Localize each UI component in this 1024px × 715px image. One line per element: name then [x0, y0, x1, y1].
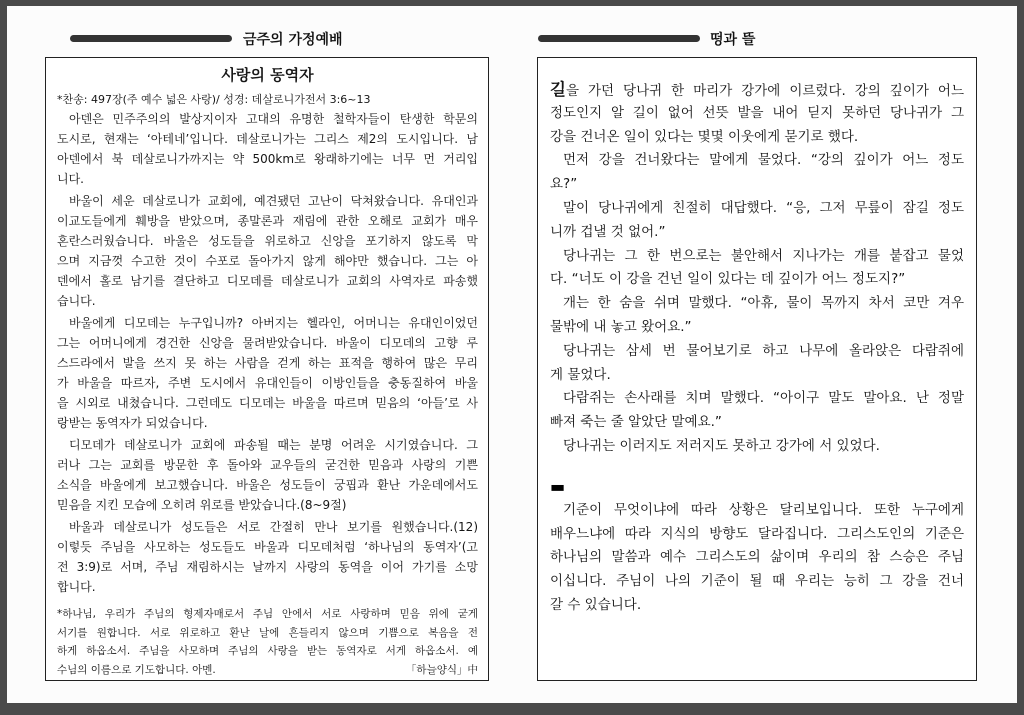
prayer-source: 「하늘양식」中: [405, 663, 478, 676]
reflection-line: 이십니다. 주님이 나의 기준이 될 때 우리는 능히 그 강을 건너: [550, 573, 964, 590]
reflection-line: 갈 수 있습니다.: [550, 596, 642, 613]
story-paragraph-7: [550, 387, 964, 435]
story-line: 물밖에 내 놓고 왔어요.”: [550, 318, 692, 335]
right-header-bar: [538, 35, 700, 42]
worship-paragraph-2: [57, 191, 478, 312]
family-worship-box: [45, 57, 489, 681]
story-line: 다. “너도 이 강을 건넌 일이 있다는 데 깊이가 어느 정도지?”: [550, 271, 906, 288]
paragraph-line: 덴에서 홀로 남기를 결단하고 디모데를 데살로니가 교회의 사역자로 파송했: [57, 274, 478, 289]
story-paragraph-1: [550, 78, 964, 149]
story-paragraph-3: [550, 197, 964, 245]
story-line-text: 을 가던 당나귀 한 마리가 강가에 이르렀다. 강의 깊이가 어느: [565, 83, 964, 99]
left-column-header: 금주의 가정예배: [243, 32, 343, 48]
paragraph-line: 습니다.: [57, 294, 96, 309]
paragraph-line: 을 시외로 내쳤습니다. 그런데도 디모데는 바울을 따르며 믿음의 ‘아들’로 사: [57, 396, 478, 411]
paragraph-line: 아덴에서 북 데살로니가까지는 약 500km로 왕래하기에는 너무 먼 거리입: [57, 152, 478, 167]
story-line: [550, 78, 964, 102]
story-line: 당나귀는 이러지도 저러지도 못하고 강가에 서 있었다.: [563, 437, 880, 454]
worship-title: 사랑의 동역자: [221, 66, 314, 84]
story-line: 먼저 강을 건너왔다는 말에게 물었다. “강의 깊이가 어느 정도: [563, 152, 964, 169]
hymn-scripture-line: *찬송: 497장(주 예수 넓은 사랑)/ 성경: 데살로니가전서 3:6~13: [57, 93, 371, 106]
story-line: 정도인지 알 길이 없어 선뜻 발을 내어 딛지 못하던 당나귀가 그: [550, 104, 964, 121]
story-paragraph-6: [550, 340, 964, 388]
reflection-paragraph: [550, 499, 964, 618]
story-paragraph-5: [550, 292, 964, 340]
paragraph-line: 바울과 데살로니가 성도들은 서로 간절히 만나 보기를 원했습니다.(12): [69, 519, 478, 534]
left-header-bar: [70, 35, 232, 42]
paragraph-line: 아덴은 민주주의의 발상지이자 고대의 유명한 철학자들이 탄생한 학문의: [69, 112, 478, 126]
reflection-line: 기준이 무엇이냐에 따라 상황은 달리보입니다. 또한 누구에게: [563, 501, 964, 518]
paragraph-line: 으며 지금껏 수고한 것이 수포로 돌아가지 않게 해야만 했습니다. 그는 아: [57, 254, 478, 269]
section-bullet-marker: ▬: [550, 476, 566, 496]
right-column-header: 떵과 뜰: [710, 32, 756, 48]
story-line: 당나귀는 삼세 번 물어보기로 하고 나무에 올라앉은 다람쥐에: [563, 342, 964, 359]
story-line: 니까 겁낼 것 없어.”: [550, 223, 666, 240]
worship-paragraph-3: [57, 313, 478, 434]
story-line: 요?”: [550, 176, 578, 193]
paragraph-line: 디모데가 데살로니가 교회에 파송될 때는 분명 어려운 시기였습니다. 그: [69, 438, 478, 452]
paragraph-line: 도시로, 현재는 ‘아테네’입니다. 데살로니가는 그리스 제2의 도시입니다. 남: [57, 132, 478, 147]
story-paragraph-4: [550, 245, 964, 293]
paragraph-line: 스드라에서 발을 쓰지 못 하는 사람을 걷게 하는 표적을 행하여 많은 무리: [57, 356, 478, 371]
paragraph-line: 혼란스러웠습니다. 바울은 성도들을 위로하고 신앙을 포기하지 않도록 막: [57, 234, 478, 249]
story-paragraph-2: [550, 149, 964, 197]
paragraph-line: 전 3:9)로 서며, 주님 재림하시는 날까지 사랑의 동역을 이어 가기를 소망: [57, 560, 478, 575]
story-line: 빠져 죽는 줄 알았단 말예요.”: [550, 414, 722, 431]
paragraph-line: 니다.: [57, 172, 84, 187]
paragraph-line: 바울이 세운 데살로니가 교회에, 예견됐던 고난이 닥쳐왔습니다. 유대인과: [69, 193, 478, 208]
drop-cap: 길: [550, 80, 566, 99]
closing-prayer: [57, 605, 478, 679]
paragraph-line: 바울에게 디모데는 누구입니까? 아버지는 헬라인, 어머니는 유대인이었던: [69, 315, 478, 330]
story-line: 강을 건너온 일이 있다는 몇몇 이웃에게 묻기로 했다.: [550, 128, 859, 145]
prayer-line: 수님의 이름으로 기도합니다. 아멘.: [57, 663, 216, 676]
prayer-line: *하나님, 우리가 주님의 형제자매로서 주님 안에서 서로 사랑하며 믿음 위에 굳게: [57, 608, 478, 621]
paragraph-line: 가 바울을 따르자, 주변 도시에서 유대인들이 이방인들을 충동질하여 바울: [57, 376, 478, 391]
story-paragraph-8: [550, 435, 964, 459]
paragraph-line: 이렇듯 주님을 사모하는 성도들도 바울과 디모데처럼 ‘하나님의 동역자’(고: [57, 539, 478, 554]
reflection-line: 배우느냐에 따라 지식의 방향도 달라집니다. 그리스도인의 기준은: [550, 525, 964, 542]
story-line: 게 물었다.: [550, 366, 611, 383]
story-line: 말이 당나귀에게 친절히 대답했다. “응, 그저 무릎이 잠길 정도: [563, 199, 964, 216]
worship-paragraph-5: [57, 517, 478, 597]
paragraph-line: 소식을 바울에게 보고했습니다. 바울은 성도들이 궁핍과 환난 가운데에서도: [57, 478, 478, 493]
paragraph-line: 러나 그는 교회를 방문한 후 돌아와 교우들의 굳건한 믿음과 사랑의 기쁜: [57, 458, 478, 473]
prayer-line: 하게 하옵소서. 주님을 사모하며 주님의 사랑을 받는 동역자로 서게 하옵소서. 예: [57, 645, 478, 658]
reflection-line: 하나님의 말씀과 예수 그리스도의 삶이며 우리의 참 스승은 주님: [550, 549, 964, 566]
story-line: 당나귀는 그 한 번으로는 불안해서 지나가는 개를 붙잡고 물었: [563, 247, 964, 264]
story-line: 개는 한 숨을 쉬며 말했다. “아휴, 물이 목까지 차서 코만 겨우: [563, 295, 964, 312]
worship-paragraph-1: [57, 109, 478, 189]
paragraph-line: 믿음을 지킨 모습에 오히려 위로를 받았습니다.(8~9절): [57, 498, 347, 513]
prayer-end-row: [57, 661, 478, 680]
prayer-line: 서기를 원합니다. 서로 위로하고 환난 날에 흔들리지 않으며 기쁨으로 복음을 전: [57, 626, 478, 639]
worship-paragraph-4: [57, 435, 478, 515]
paragraph-line: 합니다.: [57, 580, 96, 595]
story-box: [537, 57, 977, 681]
paragraph-line: 그는 어머니에게 경건한 신앙을 물려받았습니다. 바울이 디모데의 고향 루: [57, 336, 478, 351]
paragraph-line: 이교도들에게 훼방을 받았으며, 종말론과 재림에 관한 오해로 교회가 매우: [57, 213, 478, 228]
paragraph-line: 랑받는 동역자가 되었습니다.: [57, 416, 208, 431]
story-line: 다람쥐는 손사래를 치며 말했다. “아이구 말도 말아요. 난 정말: [563, 390, 964, 407]
